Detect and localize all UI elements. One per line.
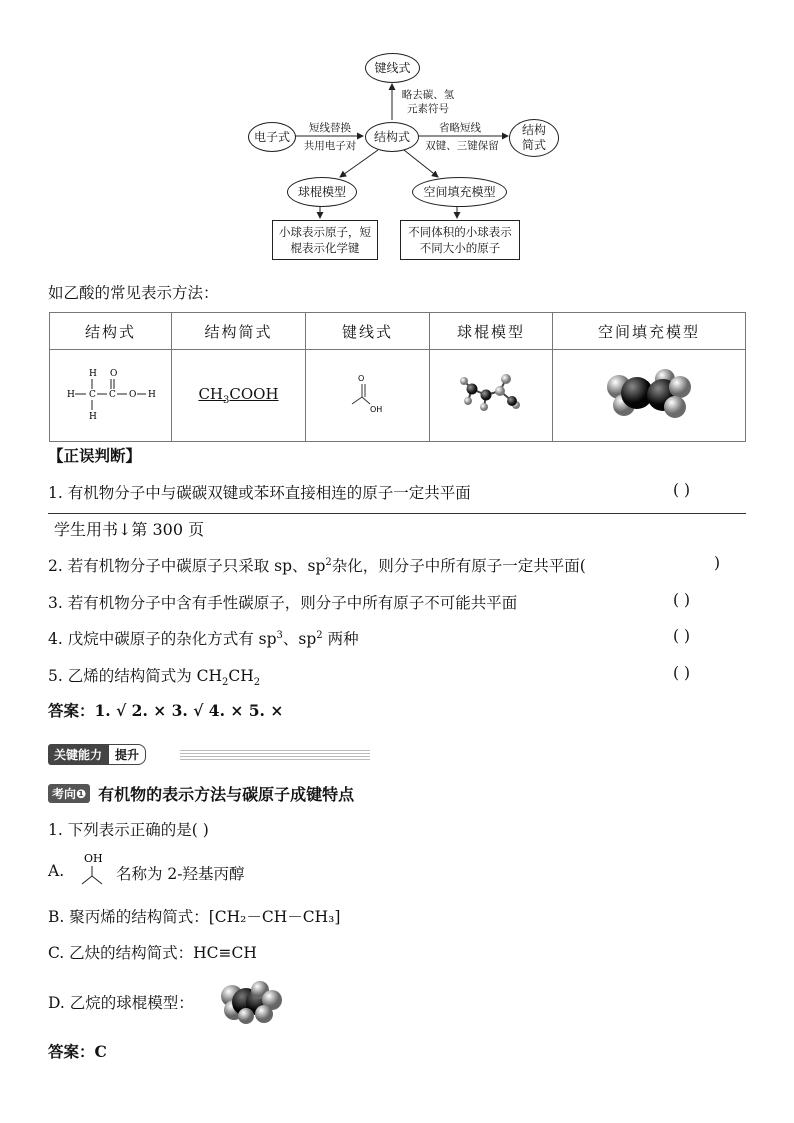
structural-formula-drawing: [61, 359, 161, 429]
edge-label-center-top: 略去碳、氢元素符号: [401, 89, 455, 115]
header-space-fill: 空间填充模型: [553, 313, 746, 350]
judge-q4: 4. 戊烷中碳原子的杂化方式有 $sp^3$、$sp^2$ 两种: [48, 629, 359, 648]
node-space-fill: [412, 177, 507, 207]
judge-q3: 3. 若有机物分子中含有手性碳原子，则分子中所有原子不可能共平面: [48, 594, 518, 612]
svg-text:H: H: [88, 411, 97, 422]
svg-text:C: C: [108, 389, 116, 400]
svg-text:C: C: [88, 389, 96, 400]
mcq-option-b: B. 聚丙烯的结构简式：[CH₂－CH－CH₃]: [48, 908, 341, 926]
node-skeletal: [365, 53, 420, 83]
mcq-option-c: C. 乙炔的结构简式：HC≡CH: [48, 944, 257, 962]
cell-skeletal-formula: [306, 350, 430, 442]
judge-q5-paren: ( ): [673, 664, 691, 682]
kaoxiang-heading: [48, 782, 354, 805]
node-electron: [248, 122, 296, 152]
header-ball-stick: 球棍模型: [430, 313, 553, 350]
judge-title: 【正误判断】: [48, 446, 142, 465]
mcq-stem: 1. 下列表示正确的是( ): [48, 821, 209, 839]
table-body-row: [50, 350, 746, 442]
edge-label-left-2: 共用电子对: [303, 140, 357, 152]
box-space-fill-text: 不同体积的小球表示不同大小的原子: [408, 225, 512, 255]
judge-q4-paren: ( ): [673, 627, 691, 645]
svg-text:O: O: [109, 368, 117, 379]
section-badge-key: 关键能力: [48, 744, 108, 765]
intro-text: 如乙酸的常见表示方法：: [48, 284, 219, 302]
node-structural: [365, 122, 419, 152]
section-header-stripes: [180, 748, 370, 760]
section-badge-improve: 提升: [108, 744, 146, 765]
skeletal-formula-drawing: [338, 364, 398, 424]
mcq-option-a-text: 名称为 2-羟基丙醇: [116, 865, 245, 883]
judge-q5: 5. 乙烯的结构简式为 $CH_2CH_2$: [48, 667, 261, 689]
cell-structural-formula: [50, 350, 172, 442]
node-skeletal-label: 键线式: [374, 60, 411, 75]
mcq-answer: 答案：C: [48, 1042, 107, 1061]
svg-text:H: H: [66, 389, 75, 400]
mcq-option-d-model: [218, 978, 286, 1026]
mcq-option-d: D. 乙烷的球棍模型：: [48, 994, 194, 1012]
judge-q2-close: ): [714, 554, 721, 572]
svg-text:O: O: [357, 373, 364, 383]
svg-text:O: O: [128, 389, 136, 400]
header-condensed: 结构简式: [172, 313, 306, 350]
space-fill-drawing: [599, 359, 699, 429]
section-header: [48, 744, 146, 764]
page-reference: 学生用书↓第 300 页: [54, 520, 205, 539]
edge-label-right-2: 双键、三键保留: [425, 140, 499, 152]
condensed-formula: $CH_3COOH$: [198, 385, 279, 406]
box-ball-stick: [272, 220, 378, 260]
svg-text:H: H: [147, 389, 156, 400]
svg-text:OH: OH: [84, 852, 103, 865]
acetic-acid-table: [49, 312, 746, 442]
judge-q1: 1. 有机物分子中与碳碳双键或苯环直接相连的原子一定共平面: [48, 484, 471, 502]
svg-text:H: H: [88, 368, 97, 379]
edge-label-left-1: 短线替换: [309, 122, 351, 134]
table-header-row: [50, 313, 746, 350]
node-ball-stick: [287, 177, 357, 207]
header-structural: 结构式: [50, 313, 172, 350]
node-electron-label: 电子式: [253, 129, 290, 144]
cell-space-fill-model: [553, 350, 746, 442]
mcq-option-a-label: A.: [48, 862, 65, 880]
judge-q3-paren: ( ): [673, 591, 691, 609]
edge-label-right-1: 省略短线: [439, 122, 481, 134]
cell-condensed-formula: [172, 350, 306, 442]
svg-text:OH: OH: [369, 404, 382, 414]
node-condensed-label: 结构简式: [521, 123, 546, 152]
judge-answer: 答案：1. √ 2. × 3. √ 4. × 5. ×: [48, 701, 284, 720]
node-condensed: [509, 119, 559, 157]
judge-q1-paren: ( ): [673, 481, 691, 499]
ball-stick-drawing: [456, 369, 526, 419]
judge-q2: 2. 若有机物分子中碳原子只采取 sp、$sp^2$杂化，则分子中所有原子一定共平面(: [48, 556, 586, 575]
cell-ball-stick-model: [430, 350, 553, 442]
node-space-fill-label: 空间填充模型: [423, 184, 496, 199]
kaoxiang-title: 有机物的表示方法与碳原子成键特点: [98, 785, 355, 804]
node-ball-stick-label: 球棍模型: [297, 184, 346, 199]
box-ball-stick-text: 小球表示原子，短棍表示化学键: [279, 225, 371, 255]
header-skeletal: 键线式: [306, 313, 430, 350]
node-structural-label: 结构式: [373, 129, 410, 144]
page-divider: [48, 513, 746, 514]
box-space-fill: [400, 220, 520, 260]
kaoxiang-badge: 考向❶: [48, 784, 90, 803]
